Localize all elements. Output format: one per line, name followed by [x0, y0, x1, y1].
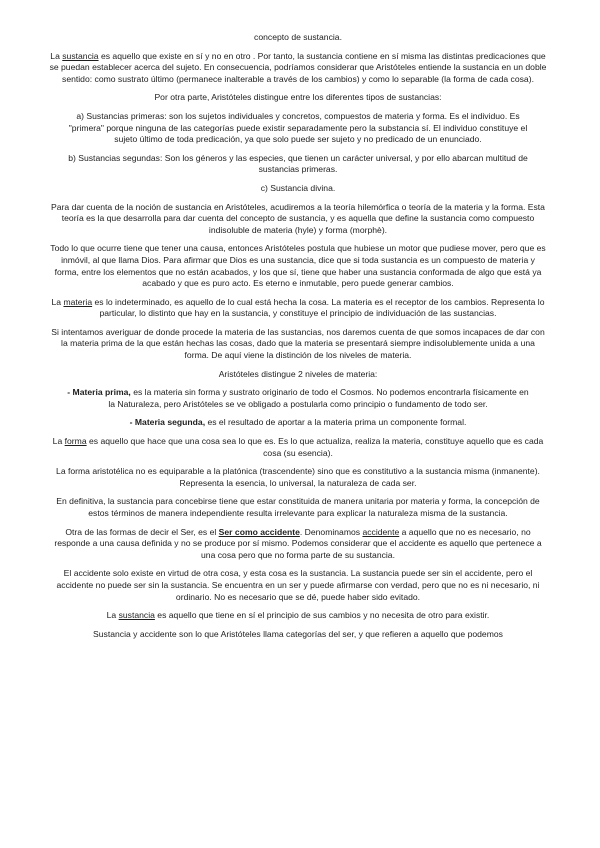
term-accidente: accidente [362, 526, 400, 537]
list-item-sustancias-primeras: a) Sustancias primeras: son los sujetos individuales y concretos, compuestos de materia y forma. Es el individuo. Es "primera" porque ninguna de las categorías puede existir separadamente pero la substancia sí. El individuo constituye el sujeto último de toda predicación, ya que solo puede ser sujeto y no predicado de un enunciado. [68, 110, 528, 145]
list-item-materia-segunda [48, 417, 548, 429]
paragraph-categorias: Sustancia y accidente son lo que Aristóteles llama categorías del ser, y que refieren a aquello que podemos [93, 628, 503, 639]
paragraph-forma-aristotelica: La forma aristotélica no es equiparable a la platónica (trascendente) sino que es constitutivo a la sustancia misma (inmanente). Representa la esencia, lo universal, la naturaleza de cada ser. [56, 466, 540, 488]
document-page [48, 32, 548, 647]
paragraph-text: Otra de las formas de decir el Ser, es el [65, 526, 219, 537]
term-materia: materia [63, 296, 93, 307]
paragraph-lead-word: La [50, 50, 60, 61]
paragraph-lead-word: La [51, 296, 62, 307]
list-item-materia-prima [48, 387, 548, 410]
list-item-sustancias-segundas: b) Sustancias segundas: Son los géneros y las especies, que tienen un carácter universal, y por ello abarcan multitud de sustancias primeras. [68, 152, 528, 175]
paragraph-text: es lo indeterminado, es aquello de lo cual está hecha la cosa. La materia es el receptor de los cambios. Representa lo particular, lo distinto que hay en la sustancia, y constituye el principio de individuación de las sustancias. [92, 296, 545, 319]
term-forma: forma [64, 436, 87, 447]
paragraph-tipos-intro: Por otra parte, Aristóteles distingue entre los diferentes tipos de sustancias: [154, 92, 442, 103]
paragraph-ser-accidente [48, 527, 548, 562]
paragraph-niveles-materia: Aristóteles distingue 2 niveles de materia: [218, 368, 378, 379]
paragraph-text: es el resultado de aportar a la materia prima un componente formal. [205, 417, 467, 428]
paragraph-accidente-existencia: El accidente solo existe en virtud de otra cosa, y esta cosa es la sustancia. La sustancia puede ser sin el accidente, pero el accidente no puede ser sin la sustancia. Se encuentra en un ser y puede afirmarse con verdad, pero que no es ni necesario, ni ordinario. No es necesario que se dé, puede haber sido evitado. [56, 568, 540, 602]
term-ser-como-accidente: Ser como accidente [218, 526, 300, 537]
term-sustancia: sustancia [118, 610, 155, 621]
paragraph-text: a aquello que no es necesario, no responde a una causa definida y no se produce por sí mismo. Podemos considerar que el accidente es aquello que pertenece a una cosa pero que no forma parte de su sustancia. [54, 526, 542, 560]
paragraph-motor-inmovil: Todo lo que ocurre tiene que tener una causa, entonces Aristóteles postula que hubiese un motor que pudiese mover, pero que es inmóvil, al que llama Dios. Para afirmar que Dios es una sustancia, dice que si toda sustancia es un compuesto de materia y forma, entre los elementos que no están acabados, y los que sí, tiene que haber una sustancia conformada de algo que está ya acabado y que es puro acto. Es eterno e inmutable, pero puede generar cambios. [50, 243, 546, 289]
list-item-sustancia-divina: c) Sustancia divina. [260, 182, 336, 193]
paragraph-text: es aquello que tiene en sí el principio de sus cambios y no necesita de otro para existir. [154, 610, 490, 621]
paragraph-text: es aquello que existe en sí y no en otro . Por tanto, la sustancia contiene en sí misma las distintas predicaciones que se puedan establecer acerca del sujeto. En consecuencia, podríamos considerar que Aristóteles entiende la sustancia en un doble sentido: como sustrato último (permanece inalterable a través de los cambios) y como lo separable (la forma de cada cosa). [49, 50, 547, 84]
paragraph-definitiva: En definitiva, la sustancia para concebirse tiene que estar constituida de manera unitaria por materia y forma, la concepción de estos términos de manera independiente resulta irrelevante para explicar la naturaleza misma de la sustancia. [56, 496, 540, 518]
paragraph-lead-word: La [52, 436, 63, 447]
paragraph-intro-end: concepto de sustancia. [254, 32, 342, 42]
paragraph-text: es la materia sin forma y sustrato originario de todo el Cosmos. No podemos encontrarla físicamente en la Naturaleza, pero Aristóteles se ve obligado a postularla como principio o fundamento de todo ser. [108, 387, 529, 409]
term-materia-segunda: - Materia segunda, [129, 417, 206, 428]
paragraph-sustancia-definition [48, 51, 548, 86]
term-sustancia: sustancia [62, 50, 99, 61]
paragraph-text: . Denominamos [299, 526, 363, 537]
paragraph-lead-word: La [106, 610, 117, 621]
paragraph-forma-definition [48, 436, 548, 459]
paragraph-materia-definition [48, 297, 548, 320]
paragraph-sustancia-principio [48, 610, 548, 622]
paragraph-hilemorfica: Para dar cuenta de la noción de sustancia en Aristóteles, acudiremos a la teoría hilemórfica o teoría de la materia y la forma. Esta teoría es la que desarrolla para dar cuenta del concepto de sustancia, y es aquella que define la sustancia como compuesto indisoluble de materia (hyle) y forma (morphè). [51, 201, 545, 235]
paragraph-text: es aquello que hace que una cosa sea lo que es. Es lo que actualiza, realiza la materia, constituye aquello que es cada cosa (su esencia). [86, 436, 544, 458]
term-materia-prima: - Materia prima, [67, 387, 131, 398]
paragraph-materia-origen: Si intentamos averiguar de donde procede la materia de las sustancias, nos daremos cuenta de que somos incapaces de dar con la materia prima de la que están hechas las cosas, dado que la materia se presentará siempre indisolublemente unida a una forma. De aquí viene la distinción de los niveles de materia. [51, 326, 545, 361]
